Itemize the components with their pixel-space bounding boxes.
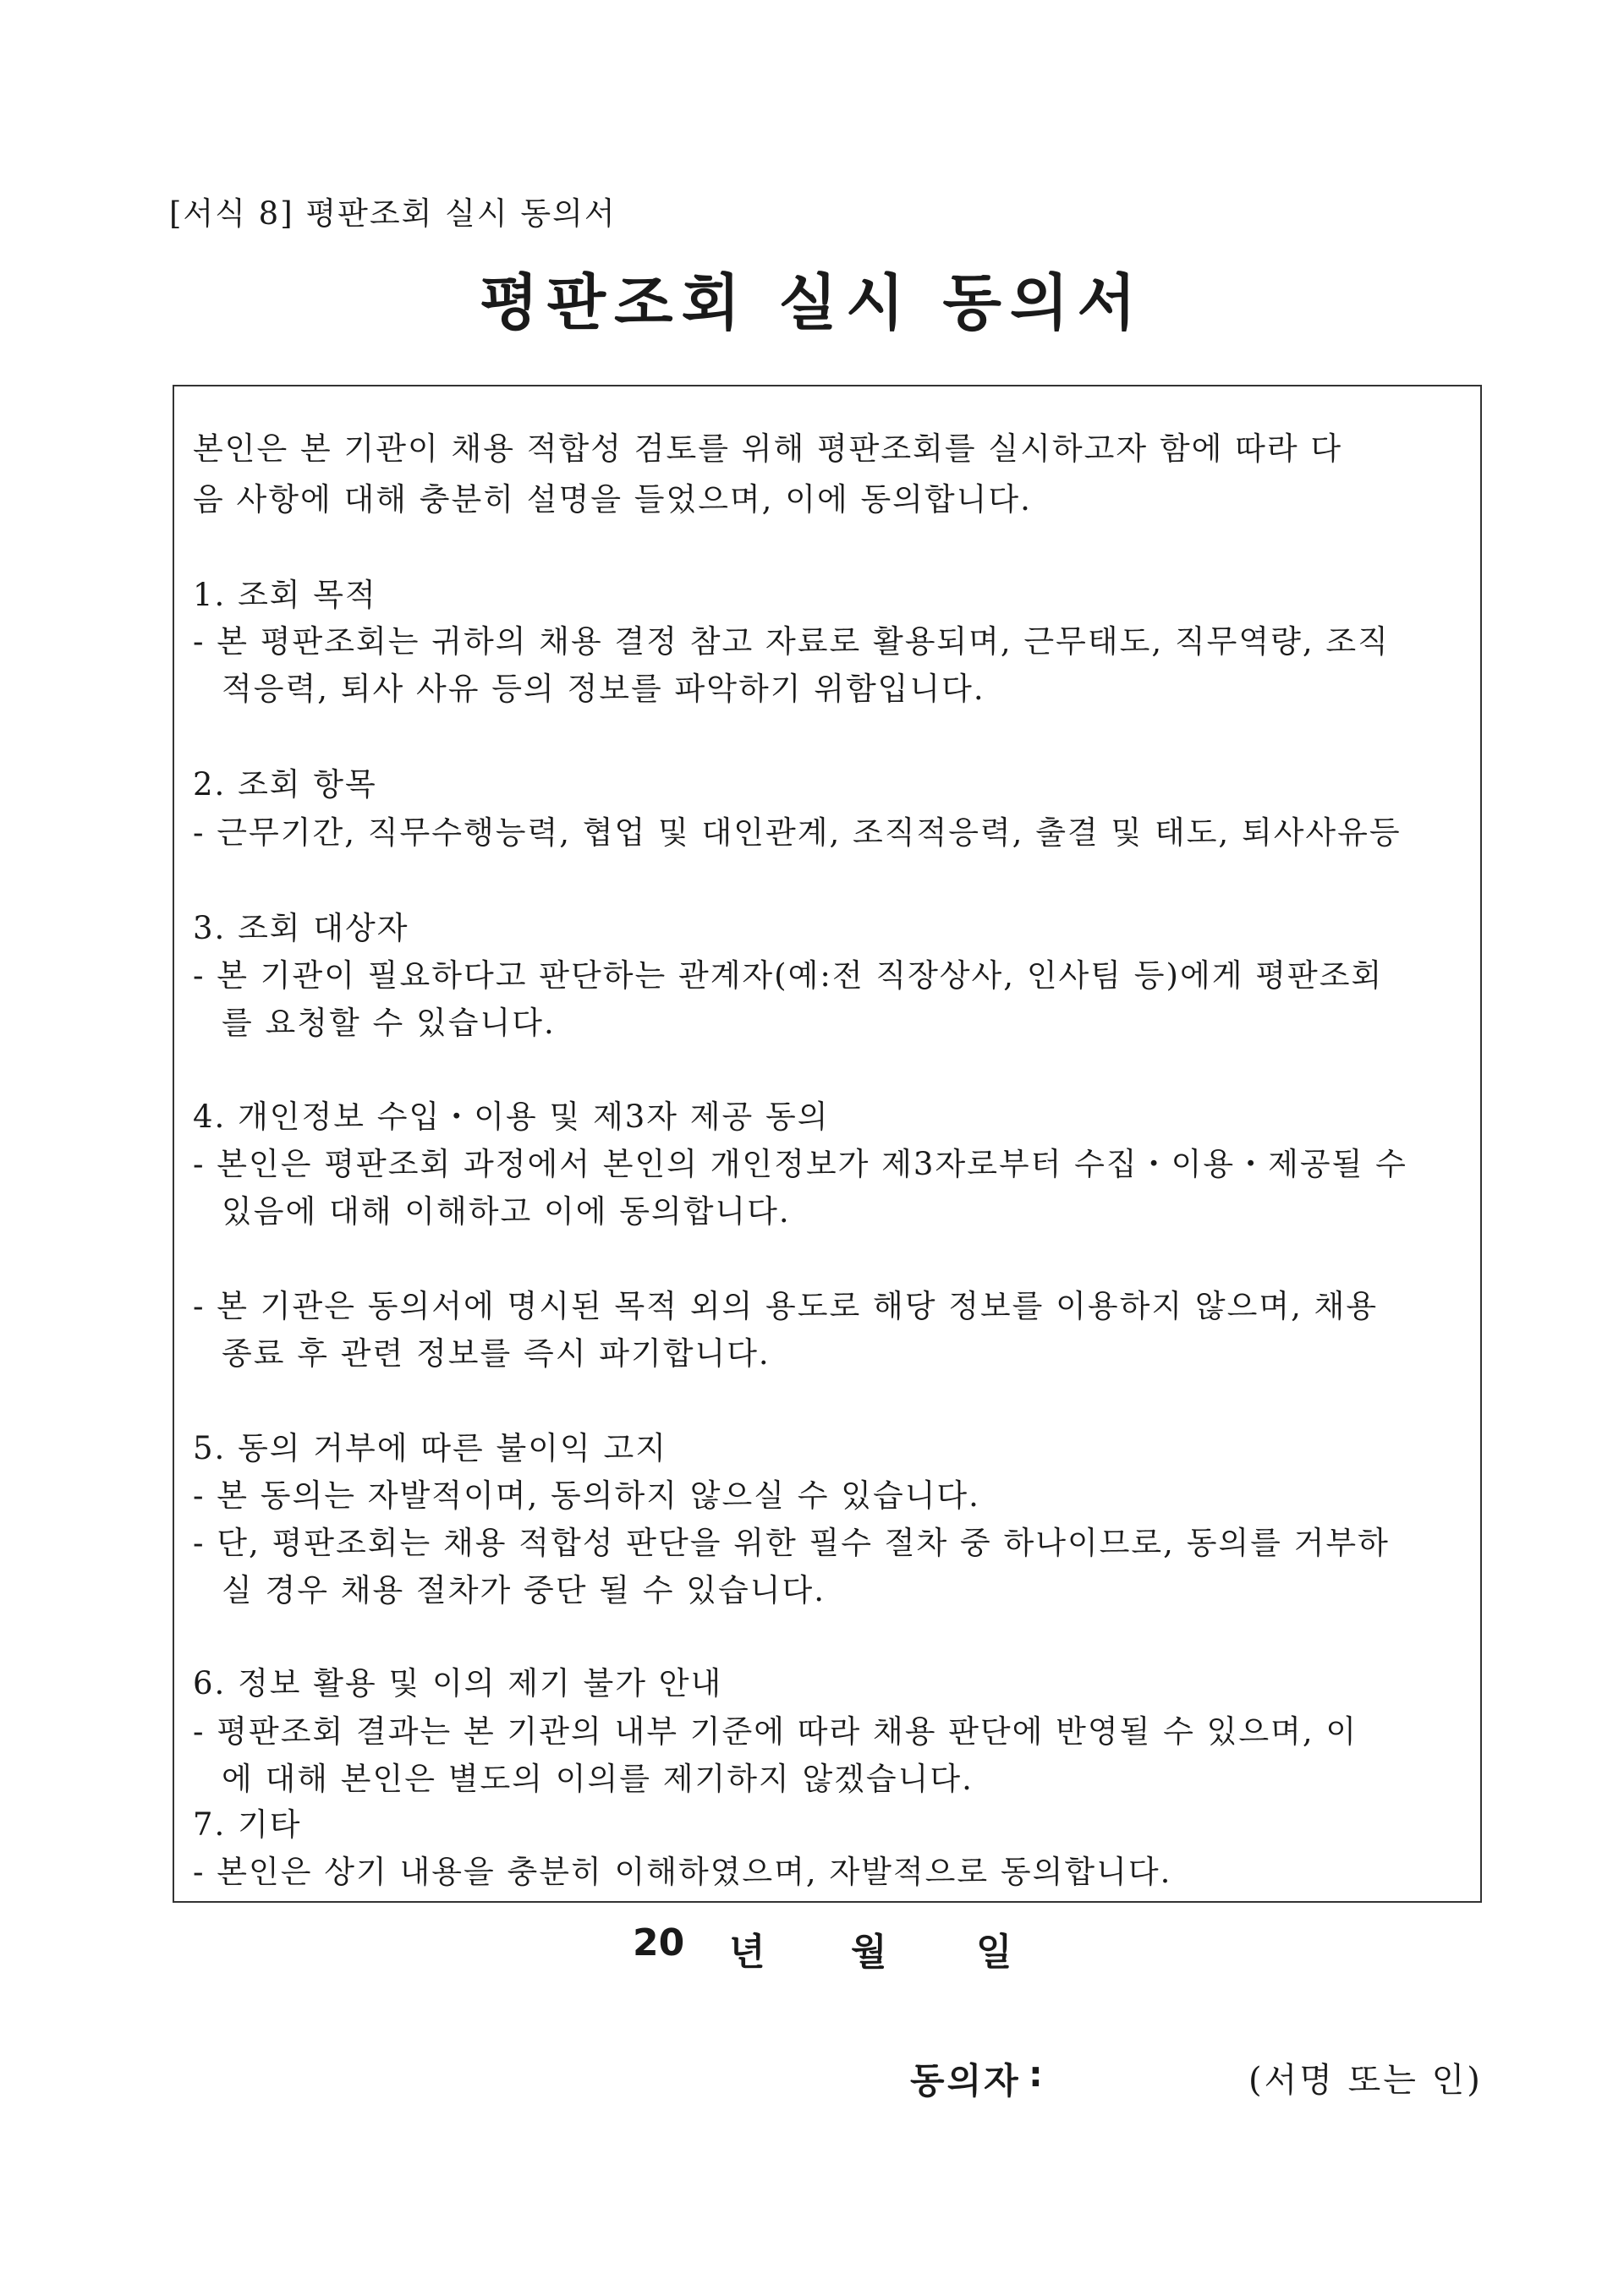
section-heading-purpose: 1. 조회 목적 (193, 577, 377, 613)
section-line: - 본인은 평판조회 과정에서 본인의 개인정보가 제3자로부터 수집・이용・제공될 수 (193, 1146, 1407, 1182)
section-line: - 단, 평판조회는 채용 적합성 판단을 위한 필수 절차 중 하나이므로, 동의를 거부하 (193, 1525, 1390, 1561)
section-line: - 본 기관은 동의서에 명시된 목적 외의 용도로 해당 정보를 이용하지 않으며, 채용 (193, 1288, 1379, 1324)
section-line: 를 요청할 수 있습니다. (222, 1005, 556, 1041)
form-number-label: [서식 8] 평판조회 실시 동의서 (169, 195, 617, 232)
signer-label: 동의자 (910, 2060, 1021, 2101)
section-line: 있음에 대해 이해하고 이에 동의합니다. (222, 1193, 791, 1230)
date-day-unit: 일 (976, 1931, 1012, 1974)
date-month-unit: 월 (851, 1931, 887, 1974)
section-line: 종료 후 관련 정보를 즉시 파기합니다. (222, 1335, 771, 1372)
date-row (0, 1921, 1624, 1972)
section-line: 실 경우 채용 절차가 중단 될 수 있습니다. (222, 1572, 826, 1608)
date-year: 20 (633, 1921, 685, 1964)
section-line: - 근무기간, 직무수행능력, 협업 및 대인관계, 조직적응력, 출결 및 태도, 퇴사사유등 (193, 814, 1402, 851)
section-heading-items: 2. 조회 항목 (193, 766, 377, 803)
section-line: 적응력, 퇴사 사유 등의 정보를 파악하기 위함입니다. (222, 671, 985, 707)
document-title: 평판조회 실시 동의서 (479, 267, 1145, 338)
section-heading-refusal: 5. 동의 거부에 따른 불이익 고지 (193, 1430, 668, 1466)
consent-content-box (173, 385, 1482, 1903)
intro-line: 본인은 본 기관이 채용 적합성 검토를 위해 평판조회를 실시하고자 함에 따라 다 (193, 430, 1343, 467)
section-heading-other: 7. 기타 (193, 1806, 302, 1843)
intro-line: 음 사항에 대해 충분히 설명을 들었으며, 이에 동의합니다. (193, 481, 1032, 518)
section-line: 에 대해 본인은 별도의 이의를 제기하지 않겠습니다. (222, 1761, 974, 1797)
section-line: - 본 평판조회는 귀하의 채용 결정 참고 자료로 활용되며, 근무태도, 직무역량, 조직 (193, 623, 1390, 660)
signer-colon: : (1029, 2053, 1043, 2095)
section-line: - 본인은 상기 내용을 충분히 이해하였으며, 자발적으로 동의합니다. (193, 1854, 1172, 1890)
section-line: - 본 동의는 자발적이며, 동의하지 않으실 수 있습니다. (193, 1477, 980, 1514)
date-year-unit: 년 (729, 1931, 765, 1974)
signature-hint: (서명 또는 인) (1248, 2061, 1483, 2100)
section-line: - 본 기관이 필요하다고 판단하는 관계자(예:전 직장상사, 인사팀 등)에게 평판조회 (193, 957, 1384, 994)
section-heading-targets: 3. 조회 대상자 (193, 910, 409, 946)
section-heading-privacy: 4. 개인정보 수입・이용 및 제3자 제공 동의 (193, 1099, 830, 1135)
section-line: - 평판조회 결과는 본 기관의 내부 기준에 따라 채용 판단에 반영될 수 있으며, 이 (193, 1713, 1358, 1750)
section-heading-usage: 6. 정보 활용 및 이의 제기 불가 안내 (193, 1665, 723, 1701)
